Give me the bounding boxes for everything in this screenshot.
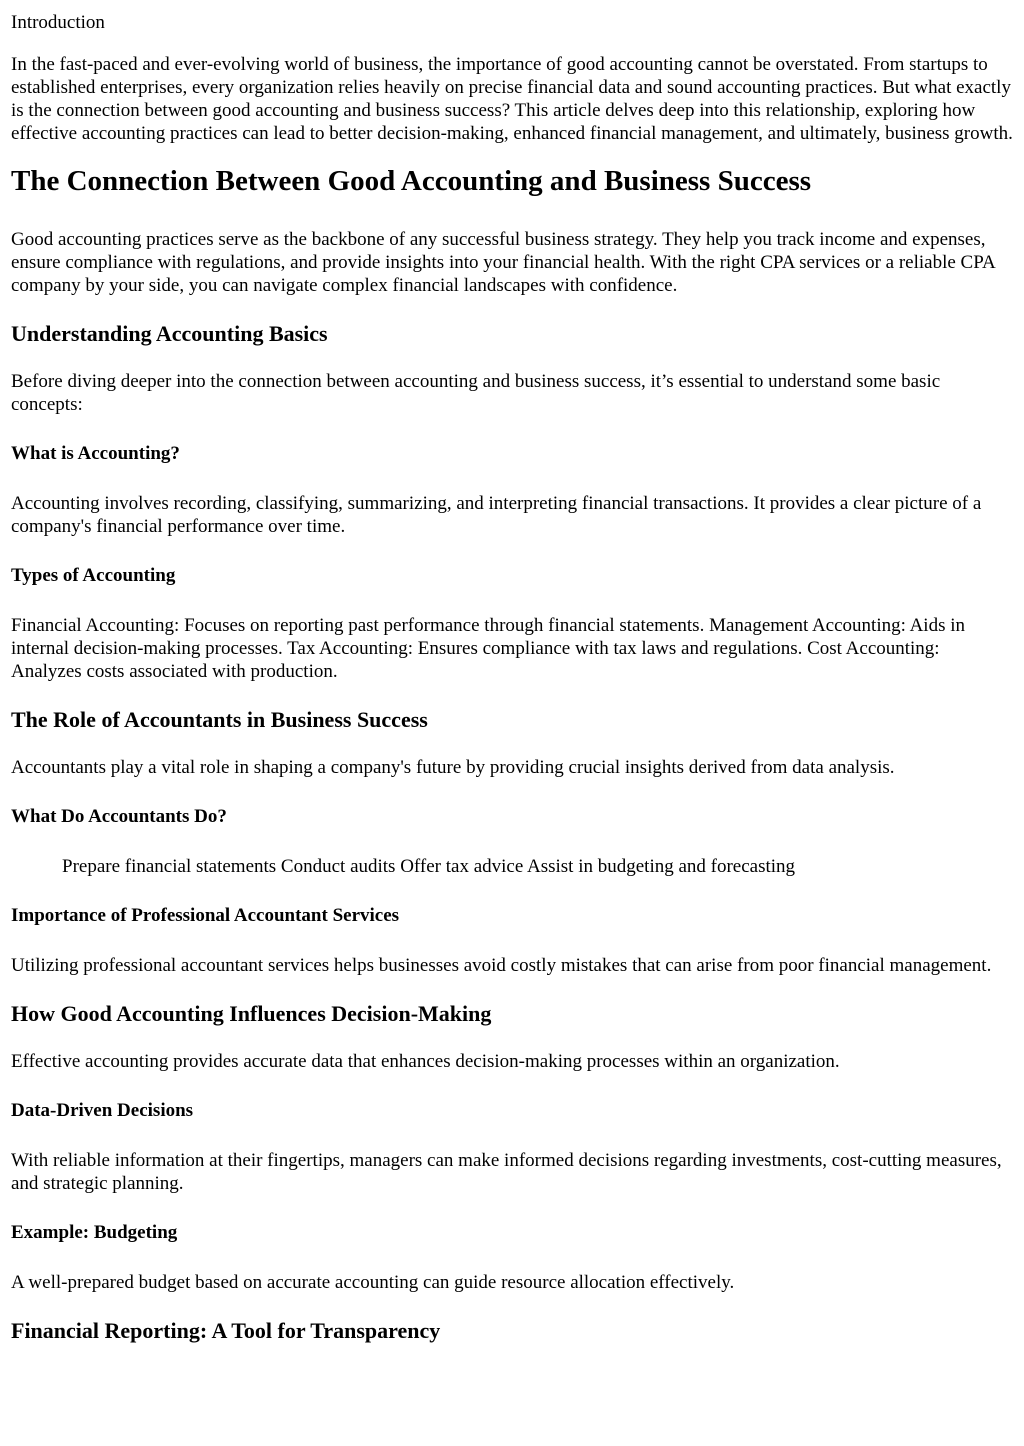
heading-what-is-accounting: What is Accounting? bbox=[11, 443, 180, 464]
role-paragraph: Accountants play a vital role in shaping a company's future by providing crucial insights derived from data analysis. bbox=[11, 757, 895, 778]
heading-types-of-accounting: Types of Accounting bbox=[11, 565, 176, 586]
intro-paragraph: In the fast-paced and ever-evolving world of business, the importance of good accounting cannot be overstated. From startups to established enterprises, every organization relies heavily on precise financial data and sound accounting practices. But what exactly is the connection between good accounting and business success? This article delves deep into this relationship, exploring how effective accounting practices can lead to better decision-making, enhanced financial management, and ultimately, business growth. bbox=[11, 54, 1013, 144]
heading-decision-making: How Good Accounting Influences Decision-Making bbox=[11, 1001, 492, 1026]
importance-paragraph: Utilizing professional accountant services helps businesses avoid costly mistakes that can arise from poor financial management. bbox=[11, 955, 992, 976]
types-of-accounting-paragraph: Financial Accounting: Focuses on reporting past performance through financial statements. Management Accounting: Aids in internal decision-making processes. Tax Accounting: Ensures compliance with tax laws and regulations. Cost Accounting: Analyzes costs associated with production. bbox=[11, 615, 965, 682]
heading-importance-of-services: Importance of Professional Accountant Services bbox=[11, 905, 400, 926]
accountant-tasks-quote: Prepare financial statements Conduct audits Offer tax advice Assist in budgeting and forecasting bbox=[62, 856, 796, 877]
intro-label: Introduction bbox=[11, 12, 105, 33]
decision-making-paragraph: Effective accounting provides accurate data that enhances decision-making processes within an organization. bbox=[11, 1051, 840, 1072]
main-paragraph: Good accounting practices serve as the backbone of any successful business strategy. They help you track income and expenses, ensure compliance with regulations, and provide insights into your financial health. With the right CPA services or a reliable CPA company by your side, you can navigate complex financial landscapes with confidence. bbox=[11, 229, 995, 296]
heading-data-driven-decisions: Data-Driven Decisions bbox=[11, 1100, 194, 1121]
heading-financial-reporting: Financial Reporting: A Tool for Transparency bbox=[11, 1318, 441, 1343]
heading-role-of-accountants: The Role of Accountants in Business Success bbox=[11, 707, 428, 732]
budgeting-paragraph: A well-prepared budget based on accurate accounting can guide resource allocation effectively. bbox=[11, 1272, 735, 1293]
data-driven-paragraph: With reliable information at their fingertips, managers can make informed decisions regarding investments, cost-cutting measures, and strategic planning. bbox=[11, 1150, 1002, 1194]
heading-example-budgeting: Example: Budgeting bbox=[11, 1222, 178, 1243]
heading-what-do-accountants-do: What Do Accountants Do? bbox=[11, 806, 227, 827]
heading-understanding-basics: Understanding Accounting Basics bbox=[11, 321, 328, 346]
article-title: The Connection Between Good Accounting and Business Success bbox=[11, 165, 812, 197]
what-is-accounting-paragraph: Accounting involves recording, classifying, summarizing, and interpreting financial transactions. It provides a clear picture of a company's financial performance over time. bbox=[11, 493, 982, 537]
basics-paragraph: Before diving deeper into the connection between accounting and business success, it’s essential to understand some basic concepts: bbox=[11, 371, 941, 415]
